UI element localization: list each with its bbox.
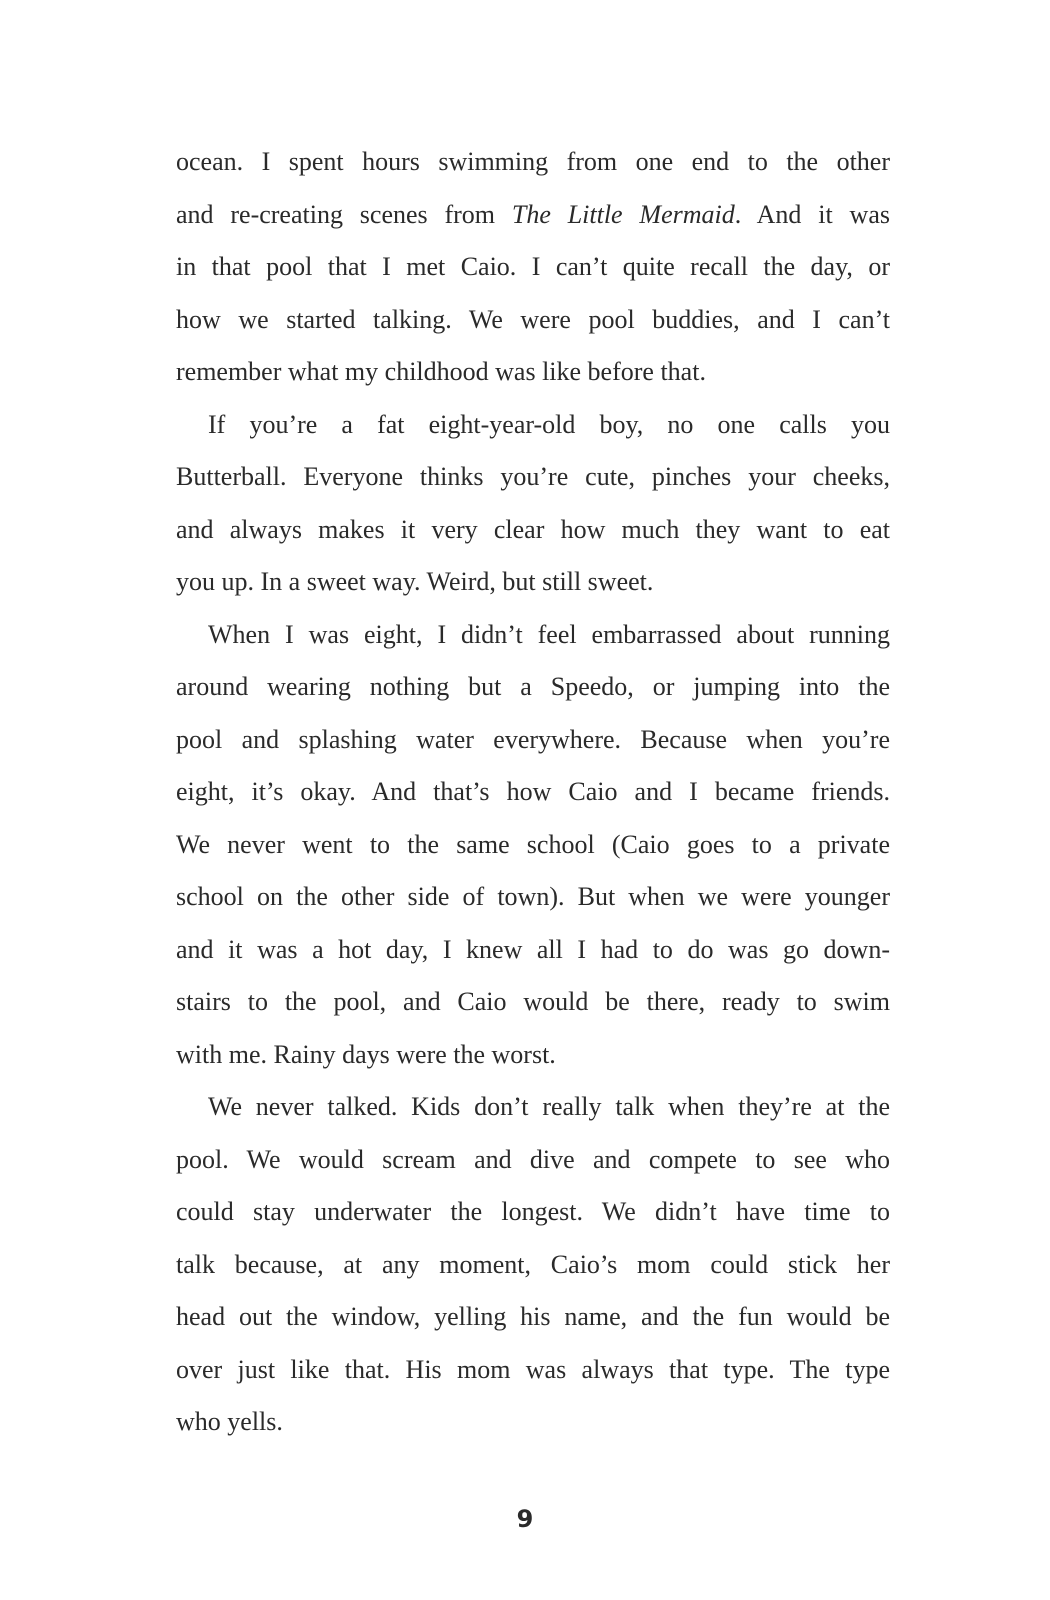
body-text bbox=[176, 136, 890, 1449]
text-line: If you’re a fat eight-year-old boy, no one calls you bbox=[208, 409, 890, 439]
paragraph bbox=[176, 399, 890, 609]
paragraph bbox=[176, 609, 890, 1082]
text-line: pool and splashing water everywhere. Because when you’re bbox=[176, 724, 890, 754]
text-line: We never went to the same school (Caio goes to a private bbox=[176, 829, 890, 859]
text-line bbox=[176, 189, 890, 242]
text-line: around wearing nothing but a Speedo, or jumping into the bbox=[176, 672, 890, 701]
text-line: how we started talking. We were pool buddies, and I can’t bbox=[176, 304, 890, 334]
text-line: When I was eight, I didn’t feel embarrassed about running bbox=[208, 619, 890, 649]
text-line: could stay underwater the longest. We didn’t have time to bbox=[176, 1197, 890, 1226]
text-line: in that pool that I met Caio. I can’t quite recall the day, or bbox=[176, 252, 890, 281]
text-line: eight, it’s okay. And that’s how Caio and I became friends. bbox=[176, 777, 890, 806]
book-title-italic: The Little Mermaid bbox=[511, 199, 735, 229]
text-line: over just like that. His mom was always that type. The type bbox=[176, 1354, 890, 1384]
text-line: ocean. I spent hours swimming from one end to the other bbox=[176, 147, 890, 176]
text-line: who yells. bbox=[176, 1407, 283, 1436]
text-run: and re-creating scenes from bbox=[176, 199, 512, 229]
text-line: pool. We would scream and dive and compete to see who bbox=[176, 1144, 890, 1174]
text-line: school on the other side of town). But when we were younger bbox=[176, 882, 890, 911]
text-run: . And it was bbox=[734, 199, 890, 229]
text-line: remember what my childhood was like before that. bbox=[176, 357, 706, 386]
text-line: stairs to the pool, and Caio would be there, ready to swim bbox=[176, 987, 890, 1016]
text-line: and it was a hot day, I knew all I had to do was go down- bbox=[176, 934, 890, 964]
text-line: Butterball. Everyone thinks you’re cute, pinches your cheeks, bbox=[176, 462, 890, 491]
text-line: you up. In a sweet way. Weird, but still sweet. bbox=[176, 567, 654, 596]
text-line: with me. Rainy days were the worst. bbox=[176, 1039, 556, 1069]
text-line: head out the window, yelling his name, and the fun would be bbox=[176, 1302, 890, 1331]
text-line: and always makes it very clear how much they want to eat bbox=[176, 514, 890, 544]
paragraph bbox=[176, 136, 890, 399]
paragraph bbox=[176, 1081, 890, 1449]
text-line: talk because, at any moment, Caio’s mom could stick her bbox=[176, 1249, 890, 1279]
text-line: We never talked. Kids don’t really talk when they’re at the bbox=[208, 1092, 890, 1121]
page-number: 9 bbox=[516, 1505, 534, 1533]
